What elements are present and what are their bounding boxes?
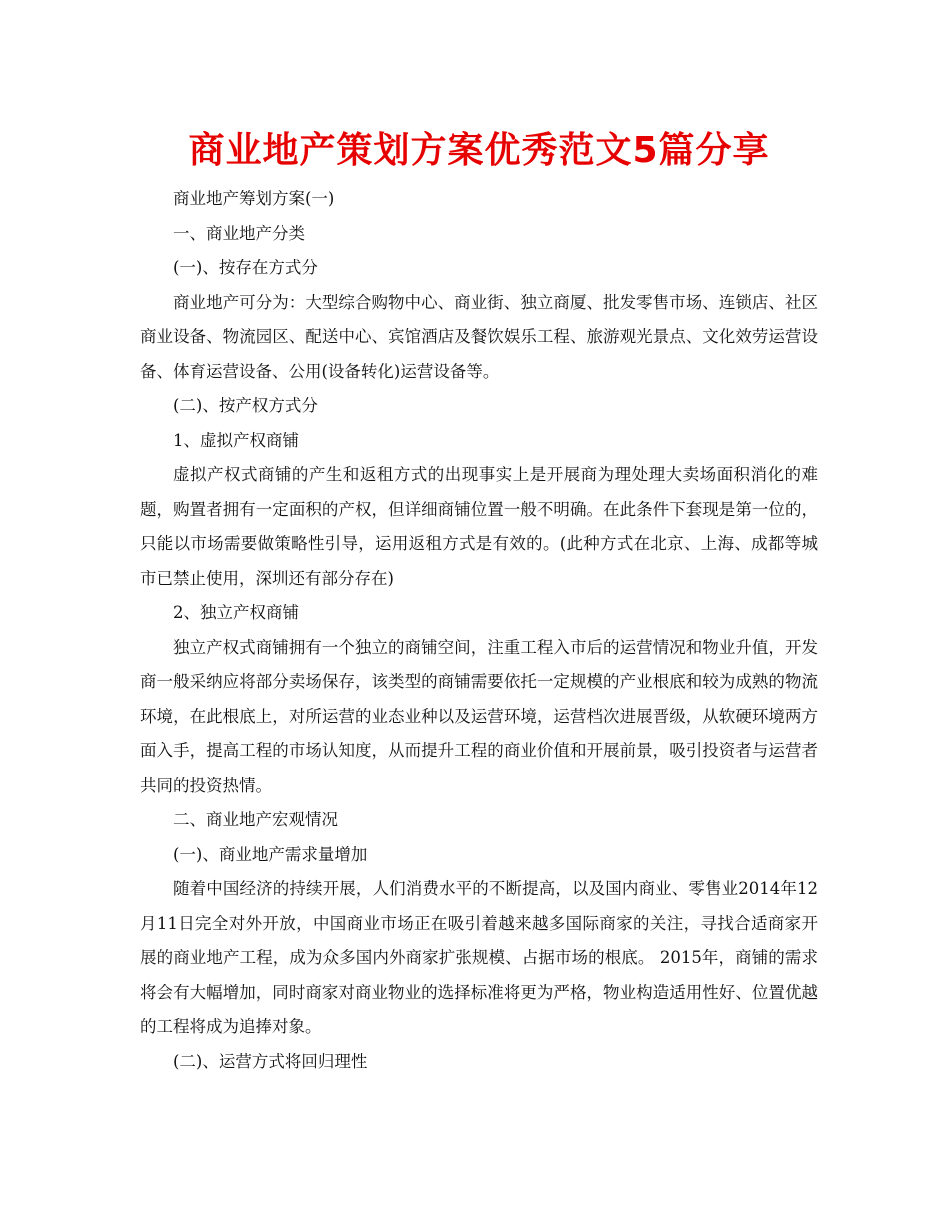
heading-plan-one: 商业地产筹划方案(一) [173,189,335,208]
heading-subsection-property-rights: (二)、按产权方式分 [173,396,318,415]
heading-section-one: 一、商业地产分类 [173,223,305,243]
paragraph-virtual-property: 虚拟产权式商铺的产生和返租方式的出现事实上是开展商为理处理大卖场面积消化的难题，购置者拥有一定面积的产权，但详细商铺位置一般不明确。在此条件下套现是第一位的，只能以市场需要做策略性引导，运用返租方式是有效的。(此种方式在北京、上海、成都等城市已禁止使用，深圳还有部分存在) [140,465,818,588]
heading-independent-property: 2、独立产权商铺 [173,603,299,622]
heading-demand-increase: (一)、商业地产需求量增加 [173,844,368,864]
heading-virtual-property: 1、虚拟产权商铺 [173,430,299,450]
paragraph-demand-increase: 随着中国经济的持续开展，人们消费水平的不断提高，以及国内商业、零售业2014年12月11日完全对外开放，中国商业市场正在吸引着越来越多国际商家的关注，寻找合适商家开展的商业地产工程，成为众多国内外商家扩张规模、占据市场的根底。 2015年，商铺的需求将会有大幅增加，同时商家对商业物业的选择标准将更为严格，物业构造适用性好、位置优越的工程将成为追捧对象。 [140,879,818,1036]
heading-operation-mode: (二)、运营方式将回归理性 [173,1051,368,1071]
paragraph-independent-property: 独立产权式商铺拥有一个独立的商铺空间，注重工程入市后的运营情况和物业升值，开发商一般采纳应将部分卖场保存，该类型的商铺需要依托一定规模的产业根底和较为成熟的物流环境，在此根底上，对所运营的业态业种以及运营环境，运营档次进展晋级，从软硬环境两方面入手，提高工程的市场认知度，从而提升工程的商业价值和开展前景，吸引投资者与运营者共同的投资热情。 [140,637,818,795]
document-title: 商业地产策划方案优秀范文5篇分享 [188,130,770,171]
document-body [140,182,818,1079]
heading-section-two: 二、商业地产宏观情况 [173,810,338,829]
paragraph-categories: 商业地产可分为：大型综合购物中心、商业街、独立商厦、批发零售市场、连锁店、社区商业设备、物流园区、配送中心、宾馆酒店及餐饮娱乐工程、旅游观光景点、文化效劳运营设备、体育运营设备、公用(设备转化)运营设备等。 [140,292,818,381]
heading-subsection-existence: (一)、按存在方式分 [173,258,318,277]
